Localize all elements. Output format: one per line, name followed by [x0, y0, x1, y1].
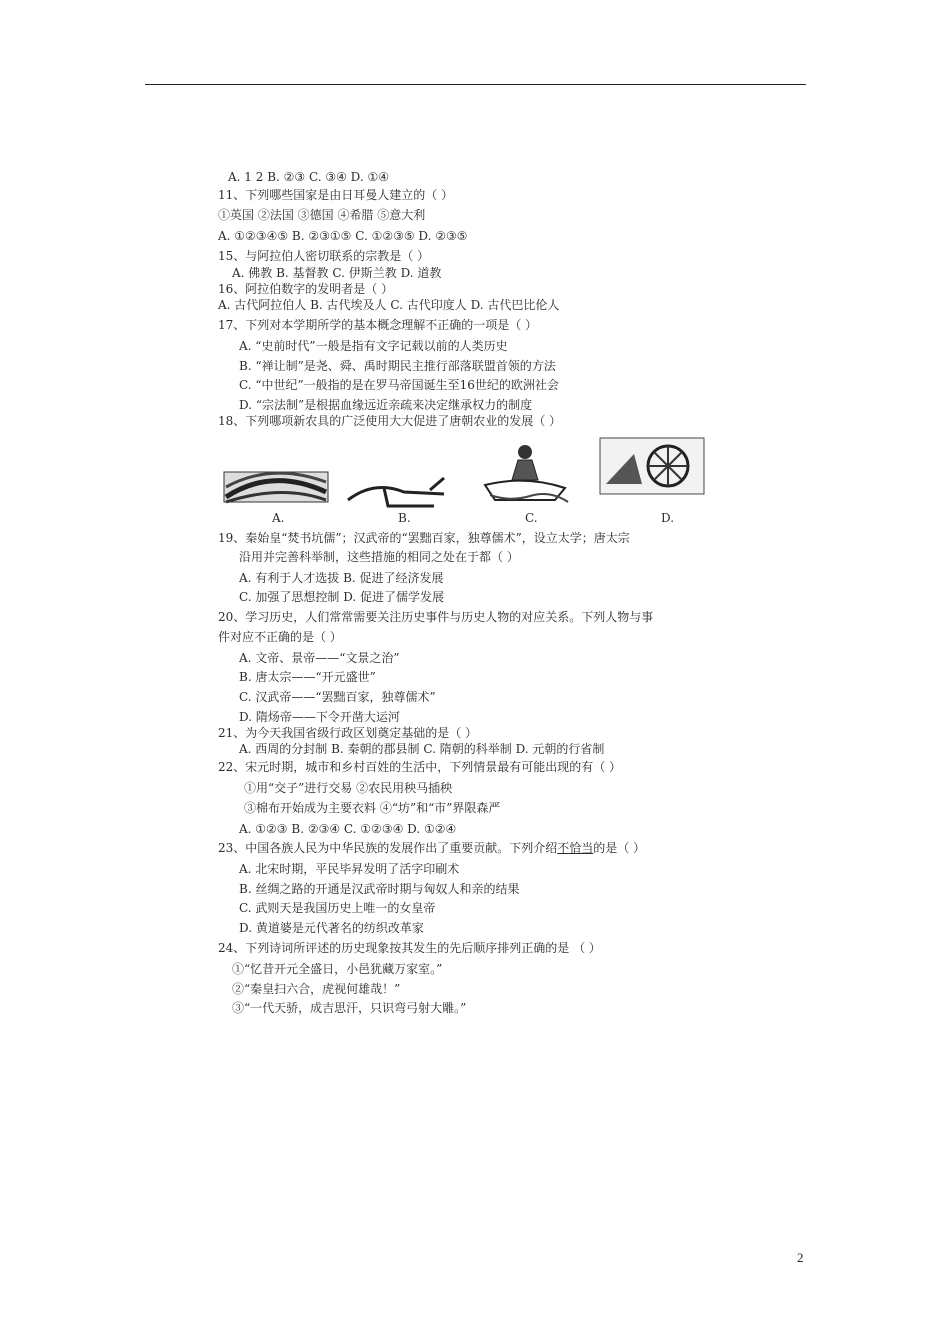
question-23-stem [218, 841, 645, 855]
text-line: 15、与阿拉伯人密切联系的宗教是（ ） [218, 249, 430, 263]
text-line: 24、下列诗词所评述的历史现象按其发生的先后顺序排列正确的是 （ ） [218, 941, 601, 955]
seedling-horse-figure-c [480, 440, 570, 510]
text-line: ①用“交子”进行交易 ②农民用秧马插秧 [244, 781, 453, 795]
text-line: ①英国 ②法国 ③德国 ④希腊 ⑤意大利 [218, 208, 426, 222]
text-line: A. ①②③④⑤ B. ②③①⑤ C. ①②③⑤ D. ②③⑤ [218, 229, 468, 243]
text-line: ②“秦皇扫六合，虎视何雄哉！” [232, 982, 401, 996]
figure-label-b: B. [398, 511, 411, 525]
question-23-stem-post: 的是（ ） [593, 841, 646, 855]
question-18-figures [218, 432, 718, 527]
text-line: B. 唐太宗——“开元盛世” [239, 670, 376, 684]
text-line: A. 有利于人才选拔 B. 促进了经济发展 [239, 571, 444, 585]
question-23-stem-underlined: 不恰当 [557, 841, 594, 855]
text-line: 11、下列哪些国家是由日耳曼人建立的（ ） [218, 188, 454, 202]
waterwheel-figure-d [598, 434, 708, 499]
figure-label-a: A. [272, 511, 285, 525]
page-number: 2 [797, 1250, 804, 1265]
text-line: A. 北宋时期，平民毕昇发明了活字印刷术 [239, 862, 460, 876]
text-line: D. 黄道婆是元代著名的纺织改革家 [239, 921, 424, 935]
text-line: A. ①②③ B. ②③④ C. ①②③④ D. ①②④ [239, 822, 457, 836]
text-line: 17、下列对本学期所学的基本概念理解不正确的一项是（ ） [218, 318, 538, 332]
figure-label-c: C. [525, 511, 538, 525]
text-line: 20、学习历史，人们常常需要关注历史事件与历史人物的对应关系。下列人物与事 [218, 610, 654, 624]
text-line: 沿用并完善科举制，这些措施的相同之处在于都（ ） [239, 550, 519, 564]
text-line: D. “宗法制”是根据血缘远近亲疏来决定继承权力的制度 [239, 398, 533, 412]
text-line: C. “中世纪”一般指的是在罗马帝国诞生至16世纪的欧洲社会 [239, 378, 559, 392]
text-line: 19、秦始皇“焚书坑儒”；汉武帝的“罢黜百家，独尊儒术”，设立太学；唐太宗 [218, 531, 630, 545]
text-line: 件对应不正确的是（ ） [218, 630, 342, 644]
text-line: D. 隋炀帝——下令开凿大运河 [239, 710, 400, 724]
text-line: A. 1 2 B. ②③ C. ③④ D. ①④ [228, 170, 390, 184]
text-line: A. 西周的分封制 B. 秦朝的郡县制 C. 隋朝的科举制 D. 元朝的行省制 [239, 742, 605, 756]
text-line: C. 汉武帝——“罢黜百家，独尊儒术” [239, 690, 436, 704]
question-23-stem-pre: 23、中国各族人民为中华民族的发展作出了重要贡献。下列介绍 [218, 841, 558, 855]
text-line: B. “禅让制”是尧、舜、禹时期民主推行部落联盟首领的方法 [239, 359, 556, 373]
text-line: ③棉布开始成为主要衣料 ④“坊”和“市”界限森严 [244, 801, 501, 815]
text-line: 16、阿拉伯数字的发明者是（ ） [218, 282, 394, 296]
text-line: 21、为今天我国省级行政区划奠定基础的是（ ） [218, 726, 478, 740]
text-line: 18、下列哪项新农具的广泛使用大大促进了唐朝农业的发展（ ） [218, 414, 562, 428]
text-line: C. 加强了思想控制 D. 促进了儒学发展 [239, 590, 445, 604]
text-line: C. 武则天是我国历史上唯一的女皇帝 [239, 901, 436, 915]
text-line: ①“忆昔开元全盛日，小邑犹藏万家室。” [232, 962, 443, 976]
text-line: A. 文帝、景帝——“文景之治” [239, 651, 400, 665]
text-line: B. 丝绸之路的开通是汉武帝时期与匈奴人和亲的结果 [239, 882, 520, 896]
text-line: A. 古代阿拉伯人 B. 古代埃及人 C. 古代印度人 D. 古代巴比伦人 [218, 298, 560, 312]
header-rule [145, 84, 806, 85]
figure-label-d: D. [661, 511, 675, 525]
text-line: 22、宋元时期，城市和乡村百姓的生活中，下列情景最有可能出现的有（ ） [218, 760, 622, 774]
text-line: ③“一代天骄，成吉思汗，只识弯弓射大雕。” [232, 1001, 467, 1015]
text-line: A. 佛教 B. 基督教 C. 伊斯兰教 D. 道教 [232, 266, 442, 280]
text-line: A. “史前时代”一般是指有文字记载以前的人类历史 [239, 339, 508, 353]
